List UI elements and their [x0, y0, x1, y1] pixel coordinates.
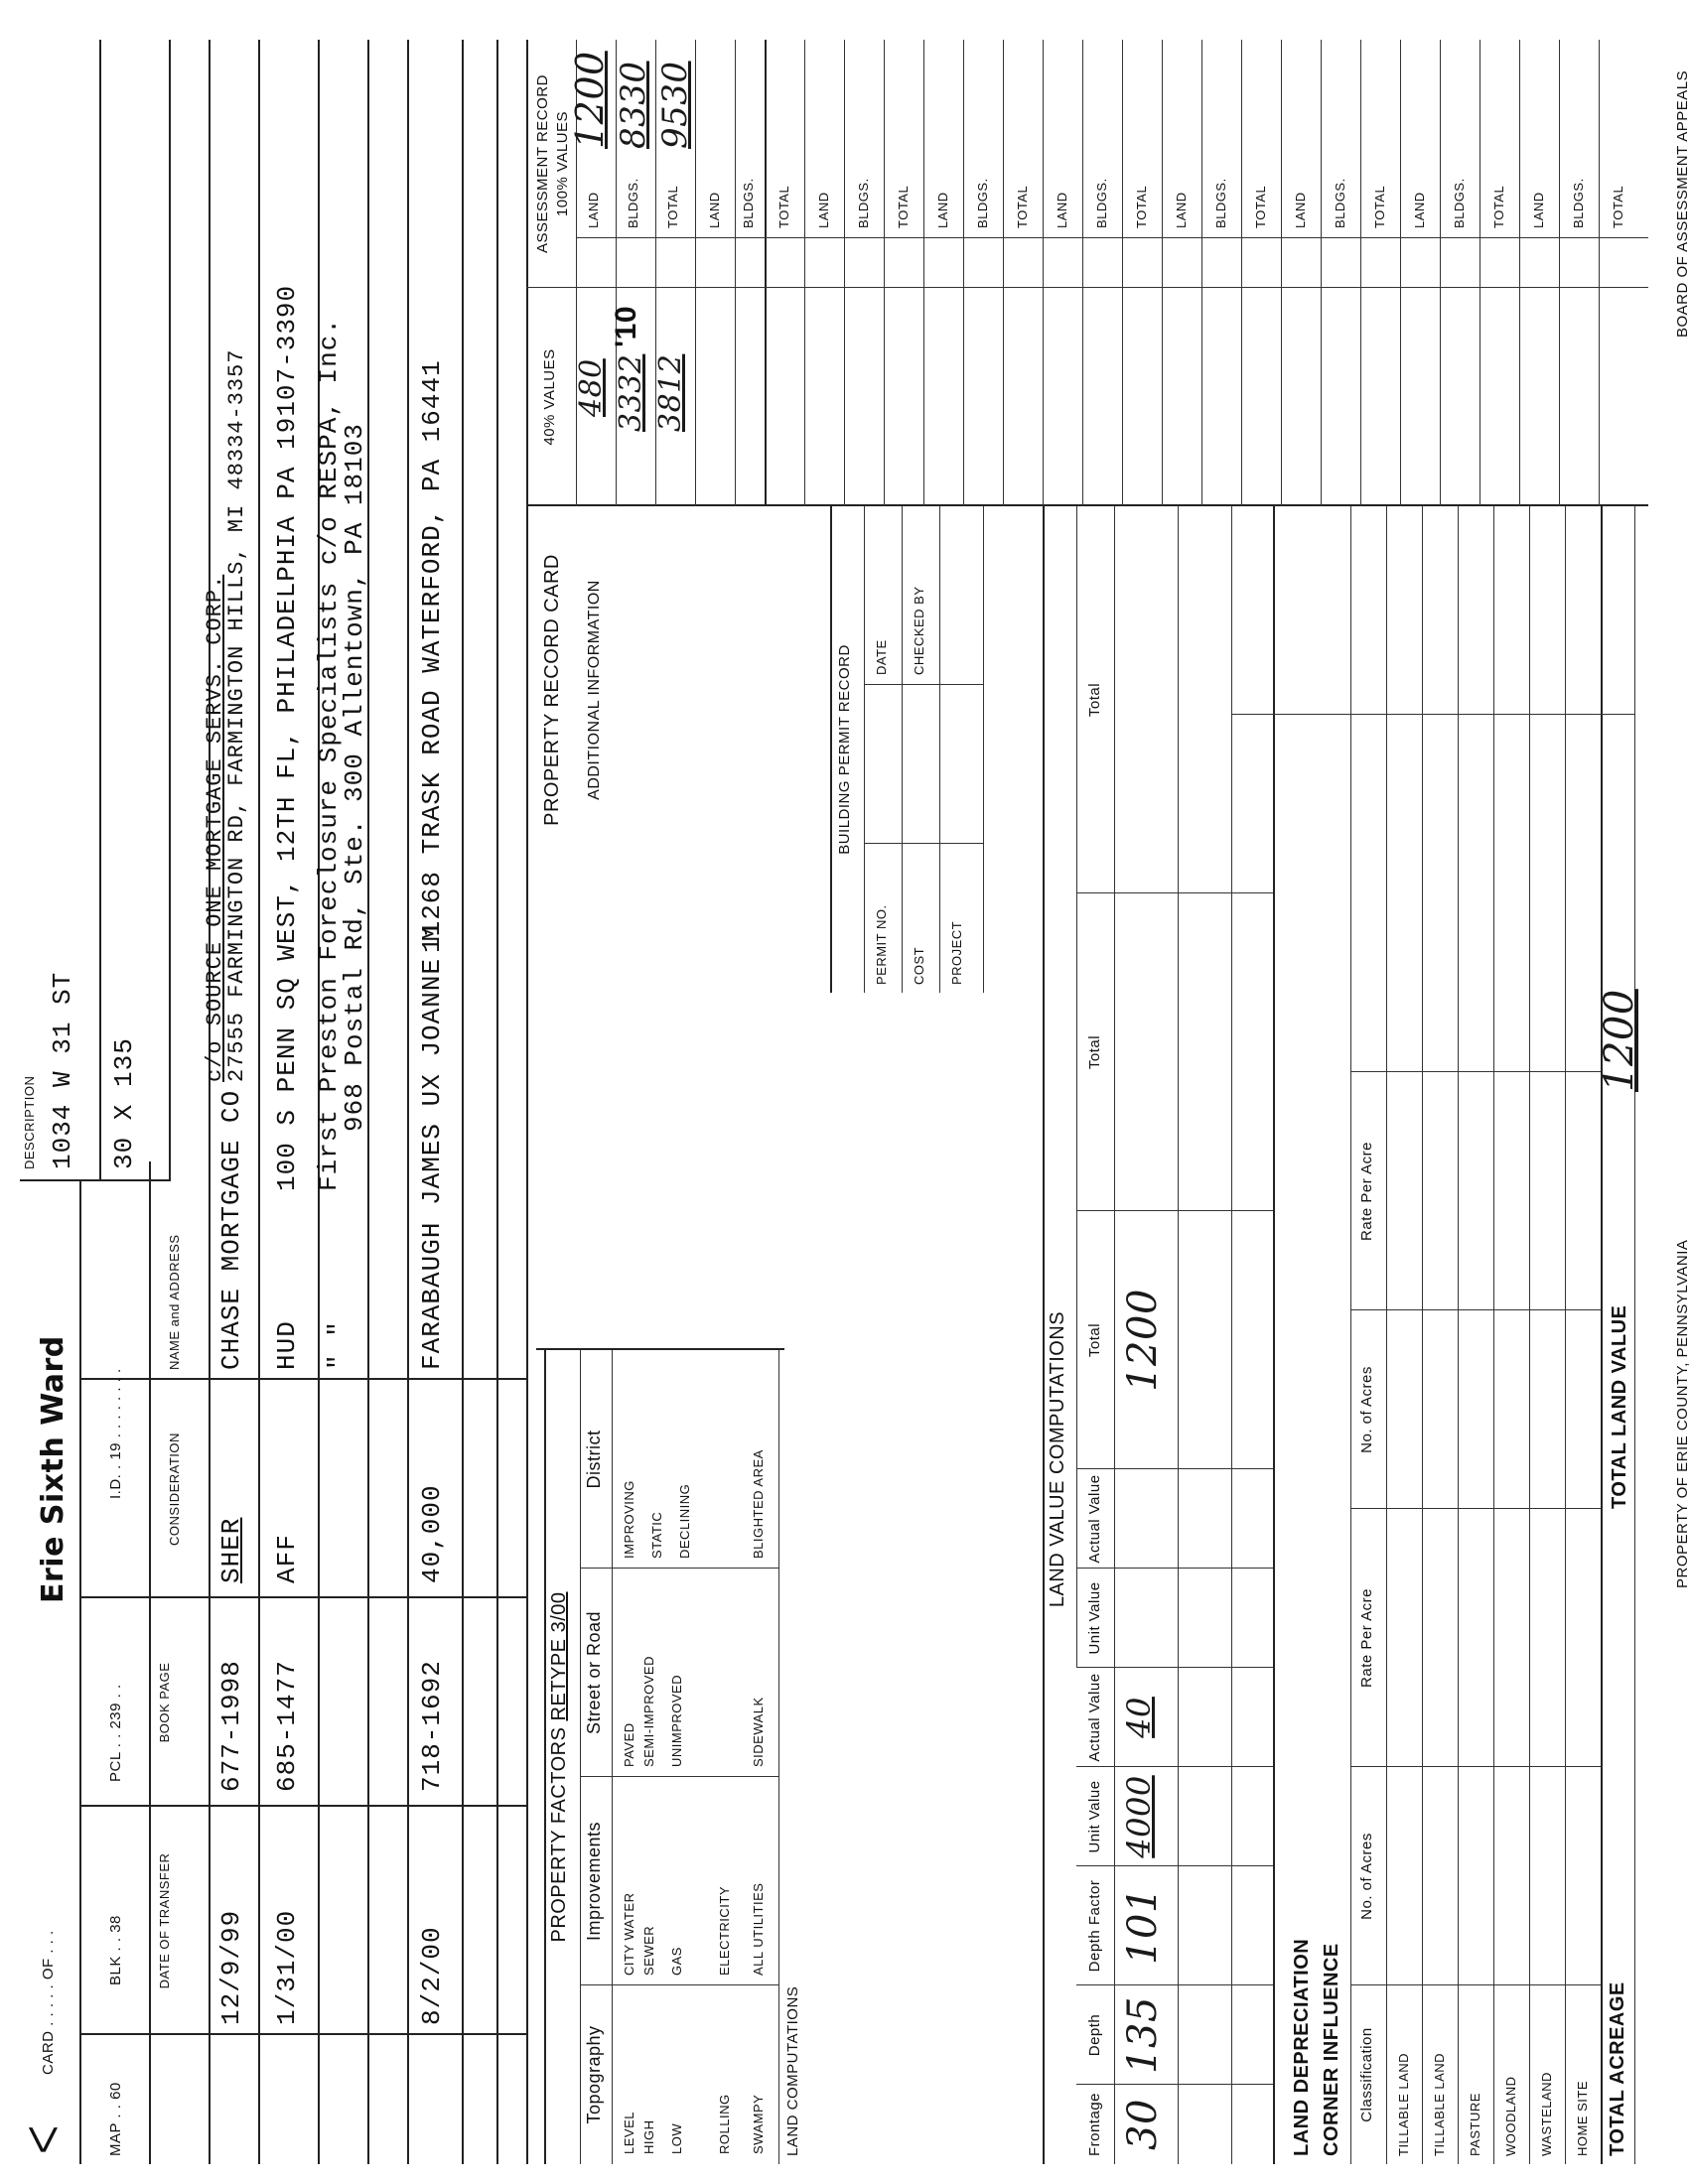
- topo-low: LOW: [669, 2122, 684, 2154]
- values-40-label: 40% VALUES: [541, 348, 558, 446]
- assess-bldgs-label-3: BLDGS.: [856, 178, 871, 228]
- assess-bldgs-label-9: BLDGS.: [1571, 178, 1586, 228]
- lv-header-depth-factor: Depth Factor: [1086, 1879, 1103, 1973]
- assess-land-label-8: LAND: [1412, 192, 1427, 228]
- permit-project-label: PROJECT: [949, 920, 964, 985]
- retype-note: RETYPE 3/00: [548, 1591, 570, 1721]
- permit-date-label: DATE: [874, 639, 889, 675]
- ld-row-wasteland: WASTELAND: [1539, 2072, 1554, 2156]
- land-computations-label: LAND COMPUTATIONS: [784, 1985, 801, 2156]
- footer-board: BOARD OF ASSESSMENT APPEALS: [1674, 69, 1691, 338]
- assess-land-label-6: LAND: [1174, 192, 1189, 228]
- transfer-row-2-addr1: 100 S PENN SQ WEST, 12TH FL, PHILADELPHIA PA 19107-3390: [272, 284, 302, 1191]
- ld-row-tillable-2: TILLABLE LAND: [1432, 2052, 1447, 2156]
- district-static: STATIC: [649, 1511, 664, 1559]
- transfer-header-consideration: CONSIDERATION: [167, 1433, 182, 1546]
- transfer-row-2-consideration: AFF: [272, 1534, 302, 1583]
- topo-level: LEVEL: [622, 2112, 636, 2154]
- transfer-row-2-book: 685-1477: [272, 1660, 302, 1792]
- transfer-row-3-name: " ": [324, 1320, 353, 1370]
- assess-year-mark: '10: [610, 305, 642, 347]
- assess-bldgs-label-6: BLDGS.: [1213, 178, 1228, 228]
- lv-header-unit-value-1: Unit Value: [1086, 1780, 1103, 1853]
- transfer-row-1-addr1: c/o SOURCE ONE MORTGAGE SERVS. CORP.: [203, 574, 227, 1082]
- assess-land-label-7: LAND: [1293, 192, 1308, 228]
- impr-gas: GAS: [669, 1947, 684, 1976]
- values-100-label: 100% VALUES: [554, 110, 571, 217]
- assess-total-label-2: TOTAL: [776, 185, 791, 228]
- ld-row-tillable-1: TILLABLE LAND: [1396, 2052, 1411, 2156]
- assess-total-40: 3812: [653, 353, 688, 432]
- assess-total-label-9: TOTAL: [1611, 185, 1625, 228]
- lv-depth-factor-value: 101: [1120, 1887, 1166, 1965]
- impr-electricity: ELECTRICITY: [717, 1885, 732, 1976]
- corner-influence-title: CORNER INFLUENCE: [1321, 1943, 1342, 2156]
- ld-header-classification: Classification: [1358, 2027, 1375, 2122]
- lv-header-frontage: Frontage: [1086, 2092, 1103, 2157]
- district-blighted: BLIGHTED AREA: [751, 1449, 766, 1559]
- assess-land-40: 480: [574, 358, 609, 417]
- district-header: District: [584, 1430, 604, 1489]
- lv-unit-value: 4000: [1120, 1775, 1158, 1858]
- assess-bldgs-label-7: BLDGS.: [1333, 178, 1347, 228]
- description-address: 1034 W 31 ST: [48, 971, 77, 1169]
- assess-bldgs-40: 3332: [614, 353, 648, 432]
- assess-total-label-4: TOTAL: [1015, 185, 1030, 228]
- description-label: DESCRIPTION: [22, 1075, 37, 1169]
- transfer-header-book: BOOK PAGE: [157, 1662, 172, 1743]
- district-declining: DECLINING: [677, 1483, 692, 1559]
- id-field: I.D. . 19 . . . . . . . .: [107, 1368, 124, 1499]
- lv-total-value: 1200: [1120, 1289, 1166, 1392]
- assess-land-label-9: LAND: [1531, 192, 1546, 228]
- check-mark: ᐸ: [23, 2124, 67, 2154]
- description-dims: 30 X 135: [109, 1037, 139, 1169]
- assess-total-label: TOTAL: [665, 185, 680, 228]
- transfer-header-date: DATE OF TRANSFER: [157, 1852, 172, 1989]
- lv-header-unit-value-2: Unit Value: [1086, 1581, 1103, 1655]
- impr-sewer: SEWER: [641, 1925, 656, 1976]
- assess-total-100: 9530: [655, 61, 695, 149]
- improvements-header: Improvements: [584, 1821, 604, 1942]
- transfer-row-2-name: HUD: [272, 1320, 302, 1370]
- footer-property-of: PROPERTY OF ERIE COUNTY, PENNSYLVANIA: [1674, 1239, 1691, 1588]
- transfer-row-1-name: CHASE MORTGAGE CO: [216, 1089, 246, 1370]
- ld-row-pasture: PASTURE: [1468, 2093, 1482, 2156]
- street-header: Street or Road: [584, 1610, 604, 1735]
- lv-header-total-1: Total: [1086, 1322, 1103, 1358]
- impr-all-utilities: ALL UTILITIES: [751, 1882, 766, 1976]
- map-field: MAP . . 60: [107, 2082, 124, 2156]
- transfer-row-4-addr1: 11268 TRASK ROAD WATERFORD, PA 16441: [417, 359, 447, 953]
- street-sidewalk: SIDEWALK: [751, 1697, 766, 1767]
- ward-title: Erie Sixth Ward: [36, 1335, 70, 1603]
- assess-land-100: 1200: [568, 51, 612, 149]
- permit-checked-by-label: CHECKED BY: [912, 586, 926, 675]
- lv-frontage-value: 30: [1120, 2099, 1166, 2150]
- assess-bldgs-label-5: BLDGS.: [1094, 178, 1109, 228]
- ld-header-rate-1: Rate Per Acre: [1358, 1588, 1375, 1688]
- transfer-row-4-book: 718-1692: [417, 1660, 447, 1792]
- land-depreciation-title: LAND DEPRECIATION: [1291, 1938, 1313, 2156]
- transfer-header-name: NAME and ADDRESS: [167, 1234, 182, 1370]
- property-factors-label: PROPERTY FACTORS: [548, 1726, 570, 1943]
- assess-total-label-3: TOTAL: [896, 185, 911, 228]
- permit-cost-label: COST: [912, 946, 926, 985]
- street-semi: SEMI-IMPROVED: [641, 1656, 656, 1767]
- assess-total-label-6: TOTAL: [1253, 185, 1268, 228]
- transfer-row-4-consideration: 40,000: [417, 1484, 447, 1583]
- street-unimproved: UNIMPROVED: [669, 1674, 684, 1767]
- assess-land-label-2: LAND: [707, 192, 722, 228]
- assess-bldgs-label-8: BLDGS.: [1452, 178, 1467, 228]
- card-label: CARD . . . . . OF . . .: [40, 1930, 57, 2075]
- transfer-row-2-date: 1/31/00: [272, 1909, 302, 2025]
- pcl-field: PCL . . 239 . .: [107, 1684, 124, 1782]
- transfer-row-1-consideration: SHER: [216, 1517, 246, 1583]
- record-card-title: PROPERTY RECORD CARD: [541, 554, 563, 826]
- permit-title: BUILDING PERMIT RECORD: [836, 644, 853, 855]
- topography-header: Topography: [584, 2025, 604, 2124]
- transfer-row-4-date: 8/2/00: [417, 1926, 447, 2025]
- ld-row-home-site: HOME SITE: [1575, 2080, 1590, 2156]
- transfer-row-4-name: FARABAUGH JAMES UX JOANNE M: [417, 924, 447, 1370]
- assess-total-label-8: TOTAL: [1491, 185, 1506, 228]
- lv-depth-value: 135: [1120, 1996, 1166, 2074]
- additional-info-title: ADDITIONAL INFORMATION: [586, 580, 603, 800]
- ld-row-woodland: WOODLAND: [1503, 2076, 1518, 2156]
- topo-rolling: ROLLING: [717, 2094, 732, 2154]
- permit-no-label: PERMIT NO.: [874, 904, 889, 985]
- lv-header-total-2: Total: [1086, 1034, 1103, 1070]
- assess-land-label-4: LAND: [935, 192, 950, 228]
- topo-high: HIGH: [641, 2119, 656, 2154]
- property-factors-title: [548, 1370, 571, 2164]
- assessment-record-title: ASSESSMENT RECORD: [534, 74, 551, 253]
- ld-header-rate-2: Rate Per Acre: [1358, 1142, 1375, 1241]
- land-value-title: LAND VALUE COMPUTATIONS: [1047, 1310, 1068, 1608]
- lv-header-actual-value-1: Actual Value: [1086, 1673, 1103, 1762]
- lv-header-actual-value-2: Actual Value: [1086, 1474, 1103, 1564]
- assess-bldgs-100: 8330: [614, 61, 653, 149]
- total-land-value: 1200: [1597, 989, 1642, 1092]
- total-land-value-label: TOTAL LAND VALUE: [1609, 1304, 1630, 1509]
- assess-land-label-3: LAND: [816, 192, 831, 228]
- topo-swampy: SWAMPY: [751, 2094, 766, 2154]
- transfer-row-1-date: 12/9/99: [216, 1909, 246, 2025]
- assess-bldgs-label: BLDGS.: [626, 178, 640, 228]
- assess-bldgs-label-4: BLDGS.: [975, 178, 990, 228]
- transfer-row-3-addr1: First Preston Foreclosure Specialists c/o RESPA, Inc.: [314, 318, 344, 1191]
- ld-header-acres-1: No. of Acres: [1358, 1833, 1375, 1920]
- transfer-row-1-addr2: 27555 FARMINGTON RD, FARMINGTON HILLS, MI 48334-3357: [224, 348, 249, 1082]
- ld-header-acres-2: No. of Acres: [1358, 1366, 1375, 1453]
- assess-land-label-5: LAND: [1055, 192, 1069, 228]
- impr-city-water: CITY WATER: [622, 1892, 636, 1976]
- lv-actual-value: 40: [1120, 1697, 1158, 1738]
- assess-total-label-7: TOTAL: [1372, 185, 1387, 228]
- lv-header-total-3: Total: [1086, 682, 1103, 718]
- lv-header-depth: Depth: [1086, 2013, 1103, 2057]
- district-improving: IMPROVING: [622, 1480, 636, 1559]
- transfer-row-1-book: 677-1998: [216, 1660, 246, 1792]
- transfer-row-3-addr2: 968 Postal Rd, Ste. 300 Allentown, PA 18103: [340, 423, 369, 1132]
- assess-land-label: LAND: [586, 192, 601, 228]
- assess-total-label-5: TOTAL: [1134, 185, 1149, 228]
- blk-field: BLK . . 38: [107, 1915, 124, 1985]
- assess-bldgs-label-2: BLDGS.: [741, 178, 756, 228]
- total-acreage-label: TOTAL ACREAGE: [1607, 1981, 1628, 2156]
- street-paved: PAVED: [622, 1722, 636, 1767]
